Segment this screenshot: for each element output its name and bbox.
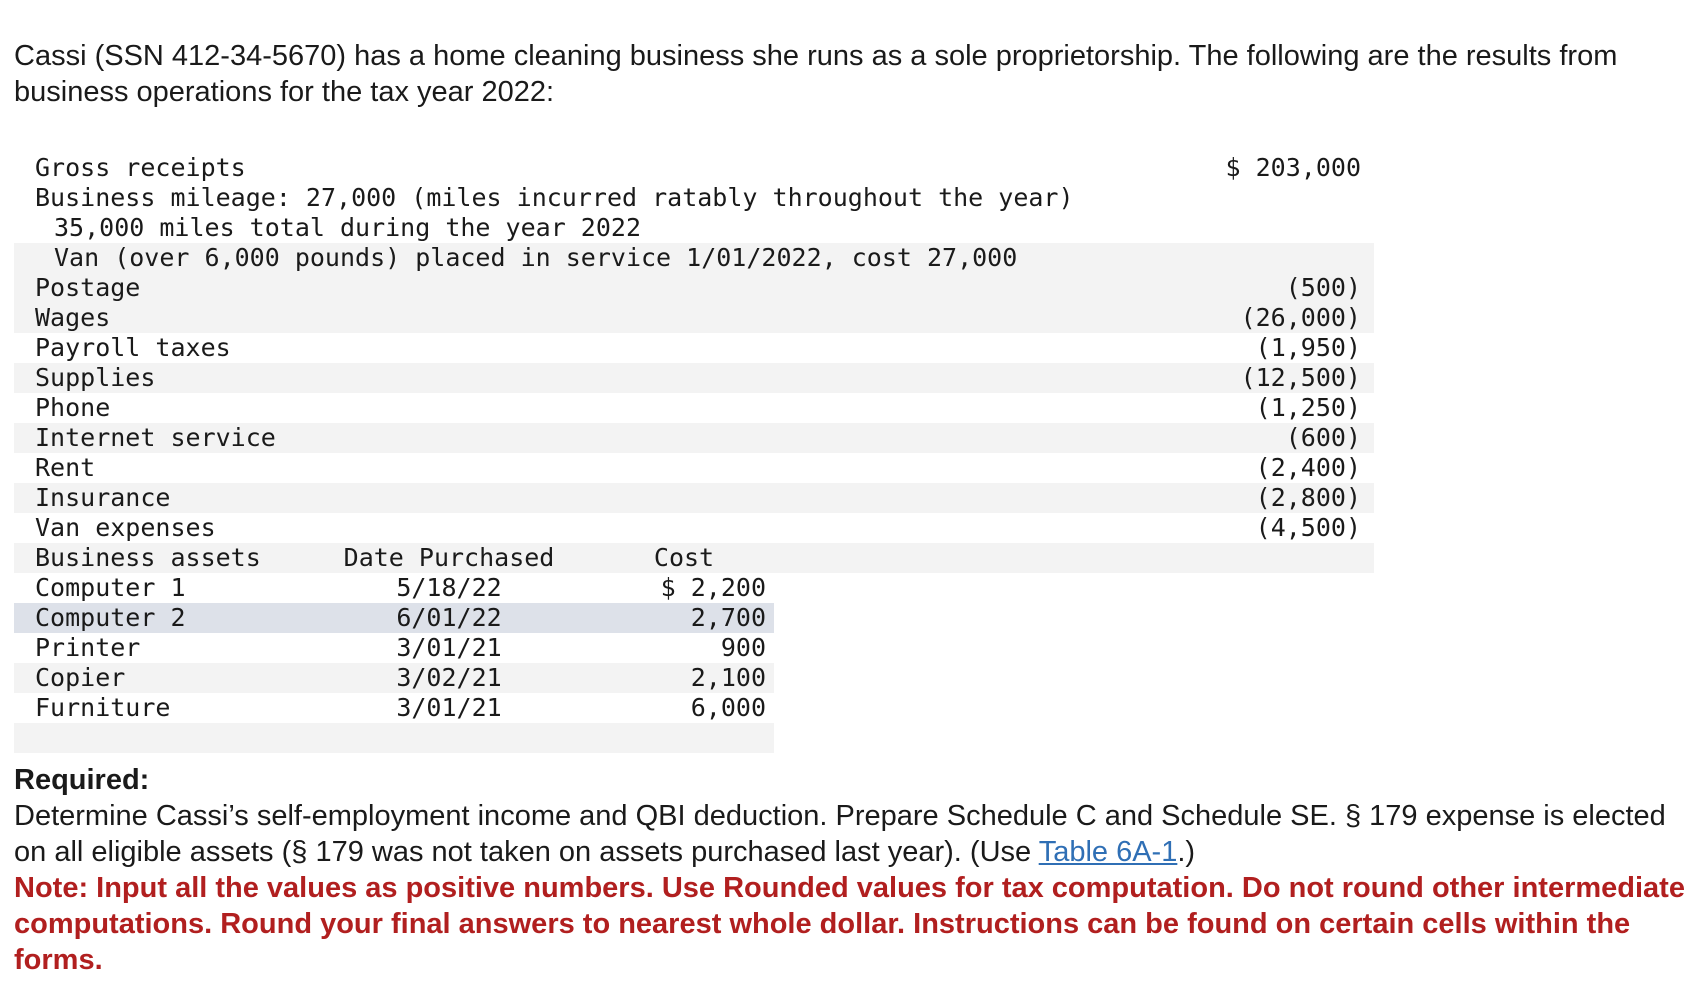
item-label: Van expenses [35,513,216,542]
assets-header-row [14,543,715,573]
problem-intro: Cassi (SSN 412-34-5670) has a home cleaning business she runs as a sole proprietorship. The following are the results from business operations for the tax year 2022: [14,40,1618,108]
line-item [14,393,1361,423]
line-item [14,453,1361,483]
assets-col-date-header: Date Purchased [343,543,555,572]
asset-row [14,603,766,633]
asset-row [14,573,766,603]
line-item [14,153,1361,183]
line-item [14,363,1361,393]
asset-cost: $ 2,200 [660,573,766,602]
asset-row [14,633,766,663]
rounding-note: Note: Input all the values as positive numbers. Use Rounded values for tax computation. Do not round other intermediate computations. Round your final answers to nearest whole dollar. Instructions can be found on certain cells within the forms. [14,872,1685,976]
asset-row [14,693,766,723]
item-label: Internet service [35,423,276,452]
item-amount: (1,250) [1255,393,1361,422]
asset-name: Computer 1 [35,573,186,602]
asset-cost: 6,000 [690,693,766,722]
item-amount: (2,400) [1255,453,1361,482]
item-label: Postage [35,273,141,302]
asset-date: 3/01/21 [396,693,502,722]
line-item [14,483,1361,513]
item-label: Insurance [35,483,171,512]
item-amount: $ 203,000 [1225,153,1361,182]
item-label: Wages [35,303,111,332]
item-amount: (600) [1285,423,1361,452]
asset-date: 6/01/22 [396,603,502,632]
required-title: Required: [14,764,150,796]
asset-cost: 900 [720,633,766,662]
item-amount: (500) [1285,273,1361,302]
assets-col-cost-header: Cost [653,543,715,572]
table-6a1-link[interactable]: Table 6A-1 [1038,836,1178,868]
line-item [14,303,1361,333]
asset-date: 3/02/21 [396,663,502,692]
asset-date: 5/18/22 [396,573,502,602]
asset-name: Furniture [35,693,171,722]
required-section [14,762,1698,978]
item-amount: (2,800) [1255,483,1361,512]
line-item [14,213,641,243]
asset-cost: 2,100 [690,663,766,692]
required-text: Determine Cassi’s self-employment income and QBI deduction. Prepare Schedule C and Schedule SE. § 179 expense is elected on all eligible assets (§ 179 was not taken on assets purchased last year). (Use [14,800,1666,868]
item-amount: (4,500) [1255,513,1361,542]
assets-col-name-header: Business assets [35,543,261,572]
required-text-end: .) [1177,836,1196,868]
item-label: Supplies [35,363,156,392]
item-amount: (12,500) [1240,363,1361,392]
asset-row [14,663,766,693]
line-item [14,513,1361,543]
required-instructions [14,798,1698,870]
line-item [14,423,1361,453]
item-label: 35,000 miles total during the year 2022 [54,213,641,242]
business-results-table [14,153,1361,723]
item-label: Payroll taxes [35,333,231,362]
line-item [14,243,1018,273]
item-amount: (1,950) [1255,333,1361,362]
item-label: Gross receipts [35,153,246,182]
line-item [14,183,1074,213]
line-item [14,333,1361,363]
asset-name: Copier [35,663,126,692]
line-item [14,273,1361,303]
asset-name: Computer 2 [35,603,186,632]
item-label: Rent [35,453,96,482]
asset-name: Printer [35,633,141,662]
item-label: Phone [35,393,111,422]
asset-cost: 2,700 [690,603,766,632]
item-amount: (26,000) [1240,303,1361,332]
item-label: Van (over 6,000 pounds) placed in service 1/01/2022, cost 27,000 [54,243,1018,272]
asset-date: 3/01/21 [396,633,502,662]
row-stripe [14,723,774,753]
item-label: Business mileage: 27,000 (miles incurred ratably throughout the year) [35,183,1074,212]
